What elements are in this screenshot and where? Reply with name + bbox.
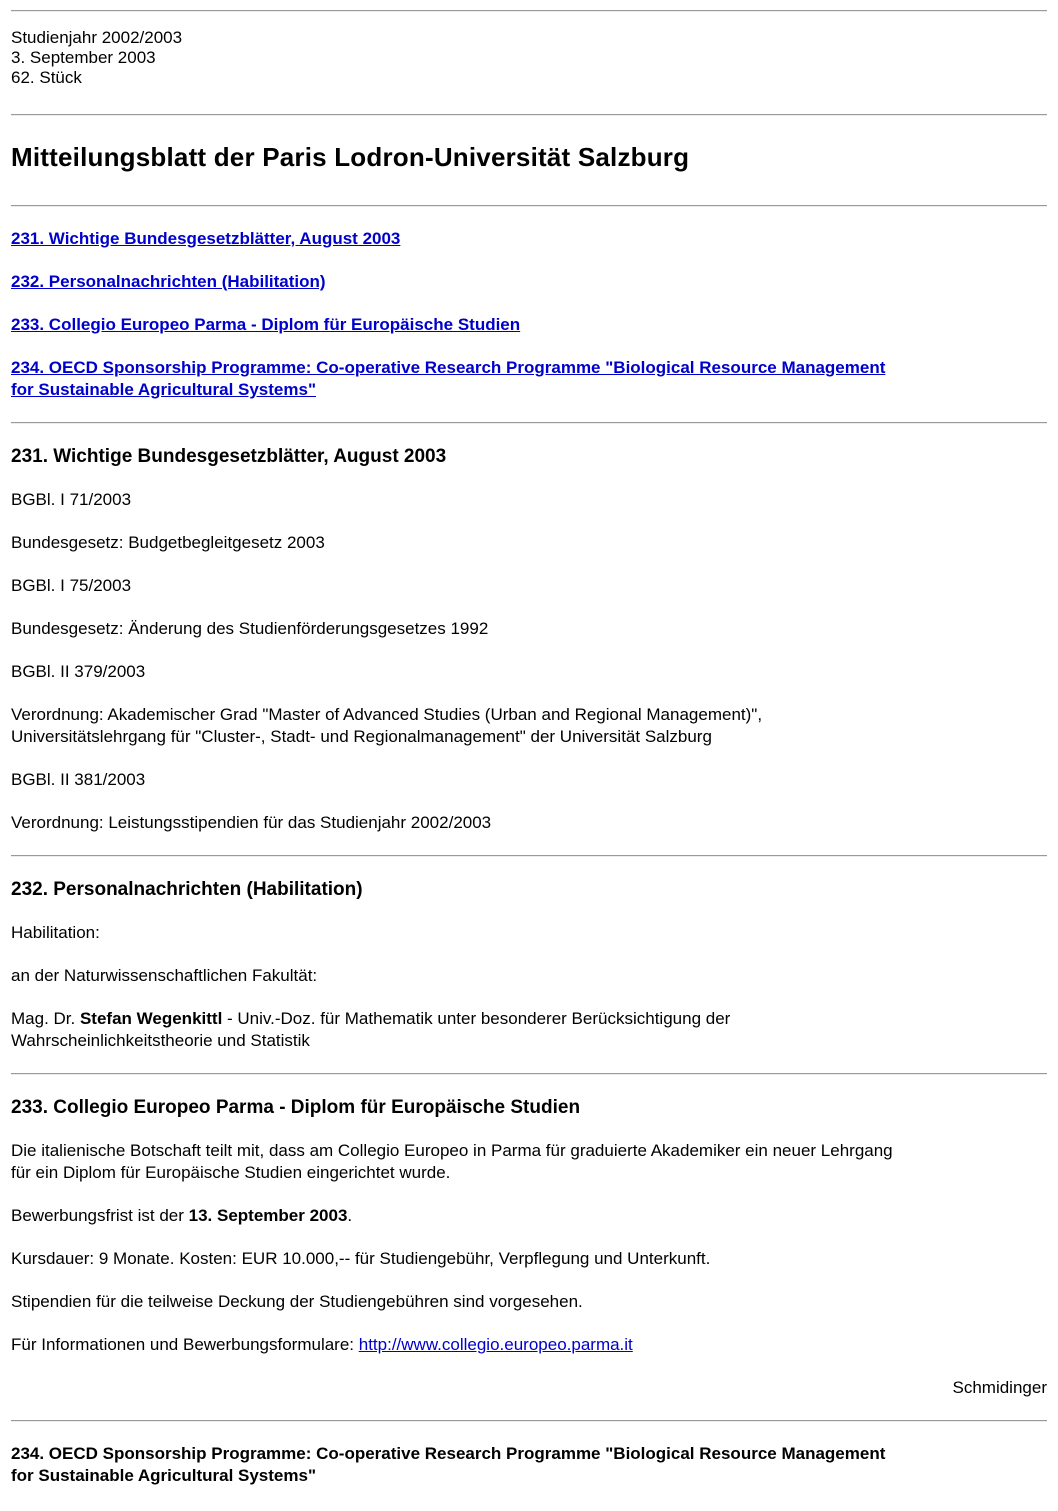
index-item-234: [11, 357, 1047, 401]
bold-text-run: Stefan Wegenkittl: [79, 1009, 223, 1028]
paragraph-stipendien: Stipendien für die teilweise Deckung der Studiengebühren sind vorgesehen.: [11, 1292, 583, 1311]
paragraph-leistungsstipendien: Verordnung: Leistungsstipendien für das Studienjahr 2002/2003: [11, 813, 492, 832]
divider: [11, 114, 1047, 116]
document-page: [11, 10, 1047, 1487]
index-link-232[interactable]: 232. Personalnachrichten (Habilitation): [11, 272, 326, 291]
text-run: for Sustainable Agricultural Systems": [11, 380, 317, 399]
text-run: - Univ.-Doz. für Mathematik unter besonderer Berücksichtigung der: [222, 1009, 731, 1028]
section-234-heading: [11, 1443, 1047, 1487]
section-231: [11, 445, 1047, 834]
paragraph-verordnung-master: [11, 704, 1047, 748]
section-231-heading: 231. Wichtige Bundesgesetzblätter, August 2003: [11, 446, 447, 467]
header-line-studienjahr: Studienjahr 2002/2003: [11, 28, 183, 47]
signature: Schmidinger: [952, 1378, 1047, 1397]
divider: [11, 1420, 1047, 1422]
paragraph-bgbl-75: BGBl. I 75/2003: [11, 576, 132, 595]
text-run: Bewerbungsfrist ist der: [11, 1206, 189, 1225]
text-run: für ein Diplom für Europäische Studien eingerichtet wurde.: [11, 1163, 451, 1182]
paragraph-bgbl-381: BGBl. II 381/2003: [11, 770, 146, 789]
paragraph-habilitation: Habilitation:: [11, 923, 100, 942]
index-item-233: [11, 314, 1047, 336]
section-232: [11, 878, 1047, 1052]
paragraph-studienfoerderung: Bundesgesetz: Änderung des Studienförderungsgesetzes 1992: [11, 619, 489, 638]
paragraph-informationen: [11, 1334, 1047, 1356]
section-233-heading: 233. Collegio Europeo Parma - Diplom für Europäische Studien: [11, 1097, 581, 1118]
text-run: .: [347, 1206, 353, 1225]
text-run: Mag. Dr.: [11, 1009, 80, 1028]
text-run: for Sustainable Agricultural Systems": [11, 1466, 317, 1485]
paragraph-kursdauer: Kursdauer: 9 Monate. Kosten: EUR 10.000,-- für Studiengebühr, Verpflegung und Unterkunft.: [11, 1249, 711, 1268]
paragraph-bgbl-71: BGBl. I 71/2003: [11, 490, 132, 509]
bold-text-run: 13. September 2003: [188, 1206, 348, 1225]
section-233: [11, 1096, 1047, 1399]
inline-link[interactable]: http://www.collegio.europeo.parma.it: [358, 1335, 633, 1354]
divider-top: [11, 10, 1047, 12]
divider: [11, 855, 1047, 857]
text-run: Für Informationen und Bewerbungsformulare:: [11, 1335, 359, 1354]
index-link-234[interactable]: [11, 358, 885, 399]
divider: [11, 422, 1047, 424]
divider: [11, 1073, 1047, 1075]
text-run: 234. OECD Sponsorship Programme: Co-operative Research Programme "Biological Resource Management: [11, 358, 886, 377]
paragraph-bgbl-379: BGBl. II 379/2003: [11, 662, 146, 681]
paragraph-bewerbungsfrist: [11, 1205, 1047, 1227]
paragraph-fakultaet: an der Naturwissenschaftlichen Fakultät:: [11, 966, 318, 985]
index-item-232: [11, 271, 1047, 293]
section-234: [11, 1443, 1047, 1487]
text-run: Verordnung: Akademischer Grad "Master of Advanced Studies (Urban and Regional Management)",: [11, 705, 763, 724]
index-link-233[interactable]: 233. Collegio Europeo Parma - Diplom für Europäische Studien: [11, 315, 521, 334]
text-run: 234. OECD Sponsorship Programme: Co-operative Research Programme "Biological Resource Management: [11, 1444, 886, 1463]
index-item-231: [11, 228, 1047, 250]
index-link-231[interactable]: 231. Wichtige Bundesgesetzblätter, August 2003: [11, 229, 401, 248]
header-line-date: 3. September 2003: [11, 48, 156, 67]
document-header: [11, 28, 1047, 88]
paragraph-budgetbegleitgesetz: Bundesgesetz: Budgetbegleitgesetz 2003: [11, 533, 325, 552]
index-links: [11, 228, 1047, 401]
text-run: Die italienische Botschaft teilt mit, dass am Collegio Europeo in Parma für graduierte Akademiker ein neuer Lehrgang: [11, 1141, 893, 1160]
text-run: Universitätslehrgang für "Cluster-, Stadt- und Regionalmanagement" der Universität Salzburg: [11, 727, 712, 746]
header-line-stueck: 62. Stück: [11, 68, 82, 87]
paragraph-botschaft: [11, 1140, 1047, 1184]
page-title: Mitteilungsblatt der Paris Lodron-Universität Salzburg: [11, 142, 690, 172]
text-run: Wahrscheinlichkeitstheorie und Statistik: [11, 1031, 310, 1050]
divider: [11, 205, 1047, 207]
paragraph-wegenkittl: [11, 1008, 1047, 1052]
section-232-heading: 232. Personalnachrichten (Habilitation): [11, 879, 363, 900]
